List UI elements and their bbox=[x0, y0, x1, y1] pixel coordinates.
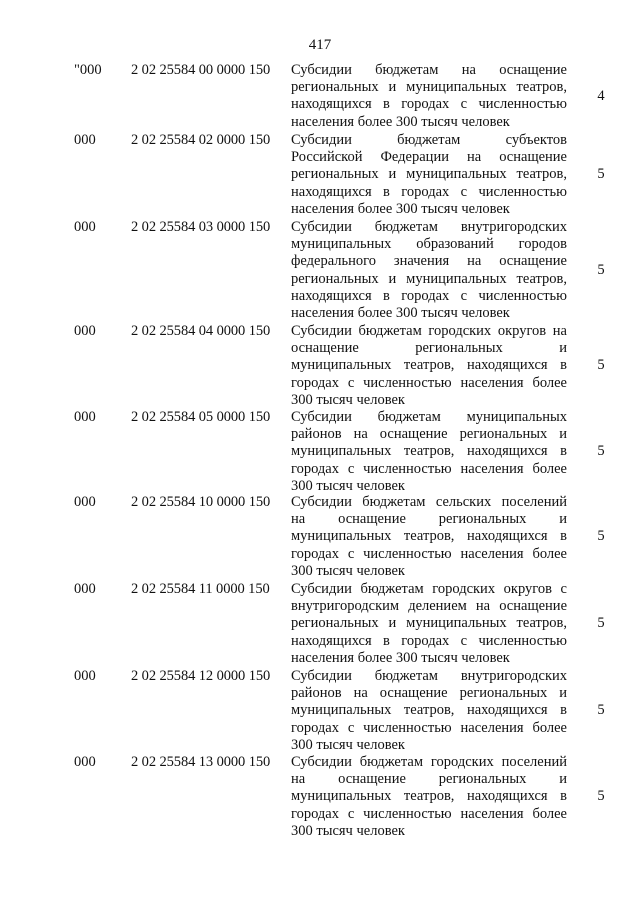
footnote-mark: 5 bbox=[597, 357, 605, 373]
footnote-mark: 5 bbox=[597, 788, 605, 804]
description-line: Субсидии бюджетам субъектов bbox=[291, 132, 567, 148]
budget-classification-code: 2 02 25584 02 0000 150 bbox=[131, 132, 271, 148]
description-line: региональных и муниципальных театров, bbox=[291, 270, 567, 287]
description-line: 300 тысяч человек bbox=[291, 822, 405, 839]
budget-classification-code: 2 02 25584 13 0000 150 bbox=[131, 754, 271, 770]
description-line: 300 тысяч человек bbox=[291, 562, 405, 579]
income-description bbox=[291, 754, 567, 840]
description-line: Субсидии бюджетам городских поселений bbox=[291, 754, 567, 770]
income-description bbox=[291, 132, 567, 218]
description-line: находящихся в городах с численностью bbox=[291, 632, 567, 649]
income-description bbox=[291, 409, 567, 495]
income-description bbox=[291, 323, 567, 409]
income-description bbox=[291, 62, 567, 131]
description-line: Субсидии бюджетам сельских поселений bbox=[291, 494, 567, 510]
description-line: находящихся в городах с численностью bbox=[291, 287, 567, 304]
description-line: 300 тысяч человек bbox=[291, 477, 405, 494]
description-line: региональных и муниципальных театров, bbox=[291, 615, 567, 632]
description-line: Субсидии бюджетам внутригородских bbox=[291, 668, 567, 684]
description-line: Субсидии бюджетам на оснащение bbox=[291, 62, 567, 78]
description-line: Субсидии бюджетам городских округов с bbox=[291, 581, 567, 597]
admin-code: 000 bbox=[74, 754, 96, 770]
description-line: находящихся в городах с численностью bbox=[291, 183, 567, 200]
description-line: населения более 300 тысяч человек bbox=[291, 304, 510, 321]
footnote-mark: 5 bbox=[597, 443, 605, 459]
description-line: городах с численностью населения более bbox=[291, 805, 567, 822]
description-line: районов на оснащение региональных и bbox=[291, 685, 567, 702]
description-line: городах с численностью населения более bbox=[291, 545, 567, 562]
description-line: Российской Федерации на оснащение bbox=[291, 149, 567, 166]
admin-code: 000 bbox=[74, 494, 96, 510]
description-line: Субсидии бюджетам муниципальных bbox=[291, 409, 567, 425]
description-line: населения более 300 тысяч человек bbox=[291, 649, 510, 666]
budget-classification-code: 2 02 25584 10 0000 150 bbox=[131, 494, 271, 510]
description-line: муниципальных театров, находящихся в bbox=[291, 788, 567, 805]
income-description bbox=[291, 494, 567, 580]
description-line: региональных и муниципальных театров, bbox=[291, 79, 567, 96]
description-line: внутригородским делением на оснащение bbox=[291, 598, 567, 615]
footnote-mark: 5 bbox=[597, 166, 605, 182]
footnote-mark: 5 bbox=[597, 528, 605, 544]
budget-classification-code: 2 02 25584 00 0000 150 bbox=[131, 62, 271, 78]
description-line: городах с численностью населения более bbox=[291, 719, 567, 736]
description-line: Субсидии бюджетам внутригородских bbox=[291, 219, 567, 235]
description-line: оснащение региональных и bbox=[291, 340, 567, 357]
description-line: населения более 300 тысяч человек bbox=[291, 200, 510, 217]
description-line: федерального значения на оснащение bbox=[291, 253, 567, 270]
admin-code: 000 bbox=[74, 219, 96, 235]
description-line: муниципальных театров, находящихся в bbox=[291, 528, 567, 545]
budget-classification-code: 2 02 25584 04 0000 150 bbox=[131, 323, 271, 339]
description-line: городах с численностью населения более bbox=[291, 460, 567, 477]
description-line: находящихся в городах с численностью bbox=[291, 96, 567, 113]
description-line: Субсидии бюджетам городских округов на bbox=[291, 323, 567, 339]
budget-classification-code: 2 02 25584 11 0000 150 bbox=[131, 581, 270, 597]
description-line: 300 тысяч человек bbox=[291, 391, 405, 408]
page-number: 417 bbox=[308, 37, 332, 53]
footnote-mark: 5 bbox=[597, 702, 605, 718]
admin-code: 000 bbox=[74, 409, 96, 425]
description-line: муниципальных образований городов bbox=[291, 236, 567, 253]
description-line: муниципальных театров, находящихся в bbox=[291, 357, 567, 374]
admin-code: 000 bbox=[74, 323, 96, 339]
budget-classification-code: 2 02 25584 12 0000 150 bbox=[131, 668, 271, 684]
description-line: на оснащение региональных и bbox=[291, 511, 567, 528]
description-line: 300 тысяч человек bbox=[291, 736, 405, 753]
income-description bbox=[291, 581, 567, 667]
admin-code: 000 bbox=[74, 668, 96, 684]
admin-code: 000 bbox=[74, 581, 96, 597]
description-line: населения более 300 тысяч человек bbox=[291, 113, 510, 130]
description-line: региональных и муниципальных театров, bbox=[291, 166, 567, 183]
description-line: муниципальных театров, находящихся в bbox=[291, 443, 567, 460]
footnote-mark: 5 bbox=[597, 615, 605, 631]
description-line: городах с численностью населения более bbox=[291, 374, 567, 391]
budget-classification-code: 2 02 25584 03 0000 150 bbox=[131, 219, 271, 235]
income-description bbox=[291, 219, 567, 322]
admin-code: 000 bbox=[74, 132, 96, 148]
footnote-mark: 4 bbox=[597, 88, 605, 104]
description-line: на оснащение региональных и bbox=[291, 771, 567, 788]
admin-code: "000 bbox=[74, 62, 102, 78]
description-line: муниципальных театров, находящихся в bbox=[291, 702, 567, 719]
budget-classification-code: 2 02 25584 05 0000 150 bbox=[131, 409, 271, 425]
description-line: районов на оснащение региональных и bbox=[291, 426, 567, 443]
footnote-mark: 5 bbox=[597, 262, 605, 278]
income-description bbox=[291, 668, 567, 754]
